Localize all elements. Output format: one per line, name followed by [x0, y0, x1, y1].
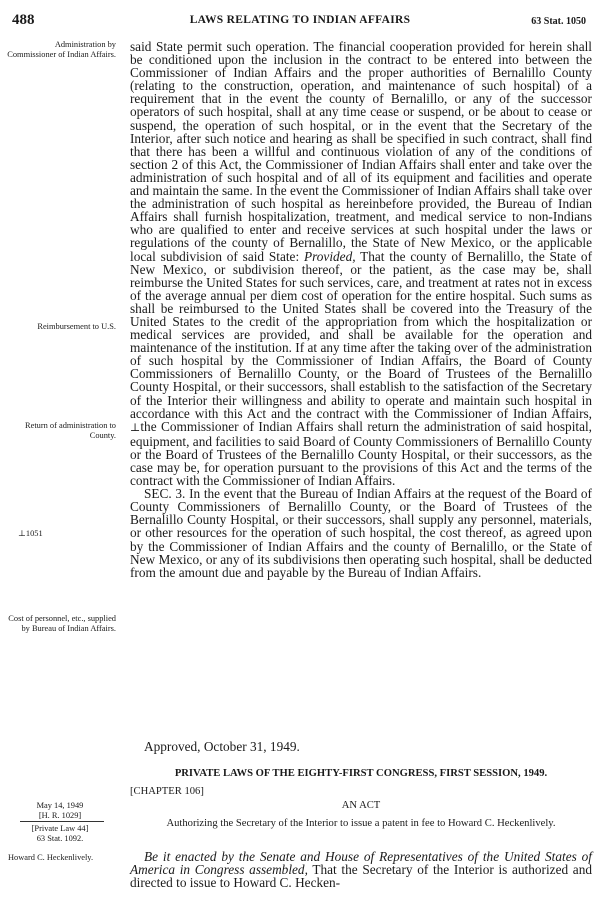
enacting-text: That the Secretary of the Interior is authorized and directed to issue to Howard C. Hecken-: [130, 862, 592, 891]
stat-reference: 63 Stat. 1050: [531, 16, 586, 27]
an-act-heading: AN ACT: [341, 800, 381, 811]
statute-body: [130, 40, 592, 579]
margin-note-heckenlively: Howard C. Heckenlively.: [8, 853, 94, 862]
bill-number: [H. R. 1029]: [38, 810, 82, 820]
section-label: SEC. 3.: [144, 486, 186, 502]
page-number: 488: [12, 12, 35, 28]
margin-rule: [20, 821, 104, 822]
margin-note-return: Return of administration to County.: [25, 421, 116, 440]
private-law-number: [Private Law 44]: [31, 824, 89, 833]
enacting-clause: [130, 850, 592, 889]
provided-term: Provided,: [303, 248, 356, 264]
bill-date: May 14, 1949: [36, 801, 84, 810]
text-run: said State permit such operation. The financial cooperation provided for herein shall be conditioned upon the inclusion in the contract to be entered into between the Commissioner of Indian Affairs and the proper authorities of Bernalillo County (relating to the construction, operation, and maintenance of such hospital) of a requirement that in the event the county of Bernalillo, or any of the successor operators of such hospital, shall at any time cease or suspend, or be about to cease or suspend, the operation of such hospital, or in the event that the Secretary of the Interior, after such notice and hearing as shall be specified in such contract, shall find that there has been a willful and continuous violation of any of the conditions of section 2 of this Act, the Commissioner of Indian Affairs shall enter and take over the administration of such hospital and of all of its equipment and facilities and operate and maintain the same. In the event the Commissioner of Indian Affairs shall take over the administration of such hospital as hereinbefore provided, the Bureau of Indian Affairs shall furnish hospitalization, treatment, and medical service to non-Indians who are qualified to enter and receive services at such hospital under the laws or regulations of the county of Bernalillo, the State of New Mexico, or the applicable local subdivision of said State:: [130, 39, 592, 264]
page-break-mark: ⊥: [130, 421, 141, 434]
margin-page-mark: ⊥1051: [18, 529, 43, 538]
chapter-label: [CHAPTER 106]: [130, 786, 204, 797]
enacting-paragraph: [130, 850, 592, 889]
section-text: In the event that the Bureau of Indian Affairs at the request of the Board of County Commissioners of Bernalillo County, or the Board of Trustees of the Bernalillo County Hospital, or their successors, shall supply any personnel, materials, or other resources for the operation of such hospital, the cost thereof, as agreed upon by the Commissioner of Indian Affairs and the county of Bernalillo, or the State of New Mexico, or any of its subdivisions then operating such hospital, shall be deducted from the amount due and payable by the Bureau of Indian Affairs.: [130, 486, 592, 580]
text-run: That the county of Bernalillo, the State of New Mexico, or subdivision thereof, or the patient, as the case may be, shall reimburse the United States for such services, care, and treatment at rates not in excess of the average annual per diem cost of operation for the entire hospital. Such sums as shall be reimbursed to the United States shall be covered into the Treasury of the United States to the credit of the appropriation from which the hospitalization or medical services are provided, and shall be available for the operation and maintenance of the institution. If at any time after the taking over of the administration of such hospital by the Commissioner of Indian Affairs, the Board of County Commissioners of Bernalillo County, or the Board of Trustees of the Bernalillo County Hospital, or their successors, shall establish to the satisfaction of the Secretary of the Interior their willingness and ability to operate and maintain such hospital in accordance with this Act and the contract with the Commissioner of Indian Affairs,: [130, 248, 593, 421]
stat-citation: 63 Stat. 1092.: [36, 833, 84, 843]
paragraph-continuation: [130, 40, 592, 487]
private-laws-heading: PRIVATE LAWS OF THE EIGHTY-FIRST CONGRESS, FIRST SESSION, 1949.: [174, 768, 548, 779]
running-title: LAWS RELATING TO INDIAN AFFAIRS: [189, 14, 411, 26]
margin-note-reimbursement: Reimbursement to U.S.: [37, 322, 116, 331]
bill-reference: [6, 801, 114, 820]
margin-note-administration: Administration by Commissioner of Indian Affairs.: [7, 40, 116, 59]
text-run: the Commissioner of Indian Affairs shall return the administration of said hospital, equipment, and facilities to said Board of County Commissioners of Bernalillo County or the Board of Trustees of the Bernalillo County Hospital, or their successors, as the case may be, for operation pursuant to the provisions of this Act and the terms of the contract with the Commissioner of Indian Affairs.: [130, 418, 592, 489]
enacting-formula: Be it enacted by the Senate and House of Representatives of the United States of America in Congress assembled,: [130, 849, 592, 878]
margin-note-cost: Cost of personnel, etc., supplied by Bureau of Indian Affairs.: [8, 614, 116, 633]
page-header: [0, 12, 600, 32]
section-3: [130, 487, 592, 579]
private-law-reference: [6, 824, 114, 843]
act-description: Authorizing the Secretary of the Interior to issue a patent in fee to Howard C. Heckenlively.: [166, 818, 556, 829]
approved-line: Approved, October 31, 1949.: [144, 739, 300, 754]
